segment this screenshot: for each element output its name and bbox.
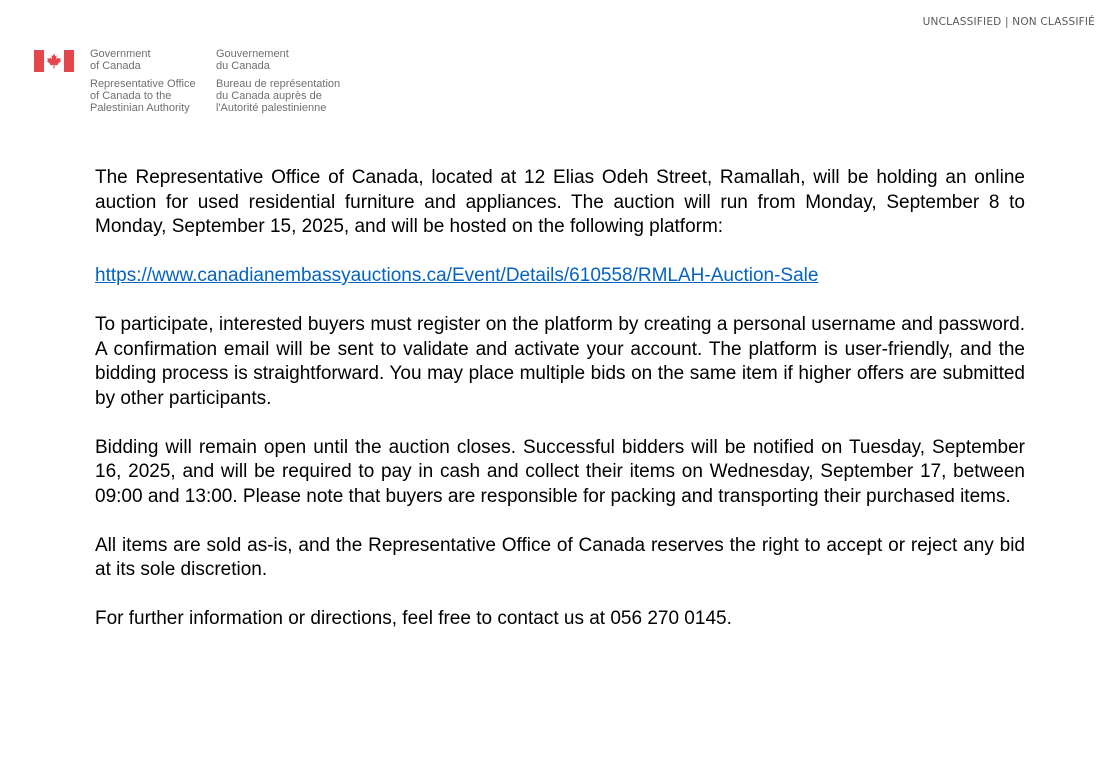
notice-body <box>95 166 1025 656</box>
registration-paragraph: To participate, interested buyers must register on the platform by creating a personal username and password. A confirmation email will be sent to validate and activate your account. The platform is user-friendly, and the bidding process is straightforward. You may place multiple bids on the same item if higher offers are submitted by other participants. <box>95 314 1025 409</box>
contact-paragraph: For further information or directions, feel free to contact us at 056 270 0145. <box>95 608 732 629</box>
office-name-fr-line2: du Canada auprès de <box>216 90 322 102</box>
intro-paragraph: The Representative Office of Canada, located at 12 Elias Odeh Street, Ramallah, will be holding an online auction for used residential furniture and appliances. The auction will run from Monday, September 8 to Monday, September 15, 2025, and will be hosted on the following platform: <box>95 167 1025 237</box>
gov-name-fr-line2: du Canada <box>216 60 270 72</box>
canada-flag-icon <box>34 50 74 72</box>
letterhead-english <box>90 48 216 114</box>
auction-platform-link[interactable]: https://www.canadianembassyauctions.ca/Event/Details/610558/RMLAH-Auction-Sale <box>95 265 819 286</box>
office-name-fr-line3: l'Autorité palestinienne <box>216 102 327 114</box>
office-name-en-line3: Palestinian Authority <box>90 102 190 114</box>
classification-marking: UNCLASSIFIED | NON CLASSIFIÉ <box>922 16 1095 28</box>
gov-name-fr-line1: Gouvernement <box>216 48 289 60</box>
gov-name-en-line2: of Canada <box>90 60 141 72</box>
link-paragraph <box>95 264 1025 289</box>
bidding-paragraph: Bidding will remain open until the auction closes. Successful bidders will be notified on Tuesday, September 16, 2025, and will be required to pay in cash and collect their items on Wednesday, September 17, between 09:00 and 13:00. Please note that buyers are responsible for packing and transporting their purchased items. <box>95 436 1025 507</box>
office-name-en-line2: of Canada to the <box>90 90 172 102</box>
terms-paragraph: All items are sold as-is, and the Representative Office of Canada reserves the right to accept or reject any bid at its sole discretion. <box>95 534 1025 580</box>
maple-leaf-icon <box>46 53 62 69</box>
office-name-fr-line1: Bureau de représentation <box>216 78 341 90</box>
letterhead-french <box>216 48 340 114</box>
letterhead <box>34 48 340 114</box>
gov-name-en-line1: Government <box>90 48 151 60</box>
office-name-en-line1: Representative Office <box>90 78 196 90</box>
